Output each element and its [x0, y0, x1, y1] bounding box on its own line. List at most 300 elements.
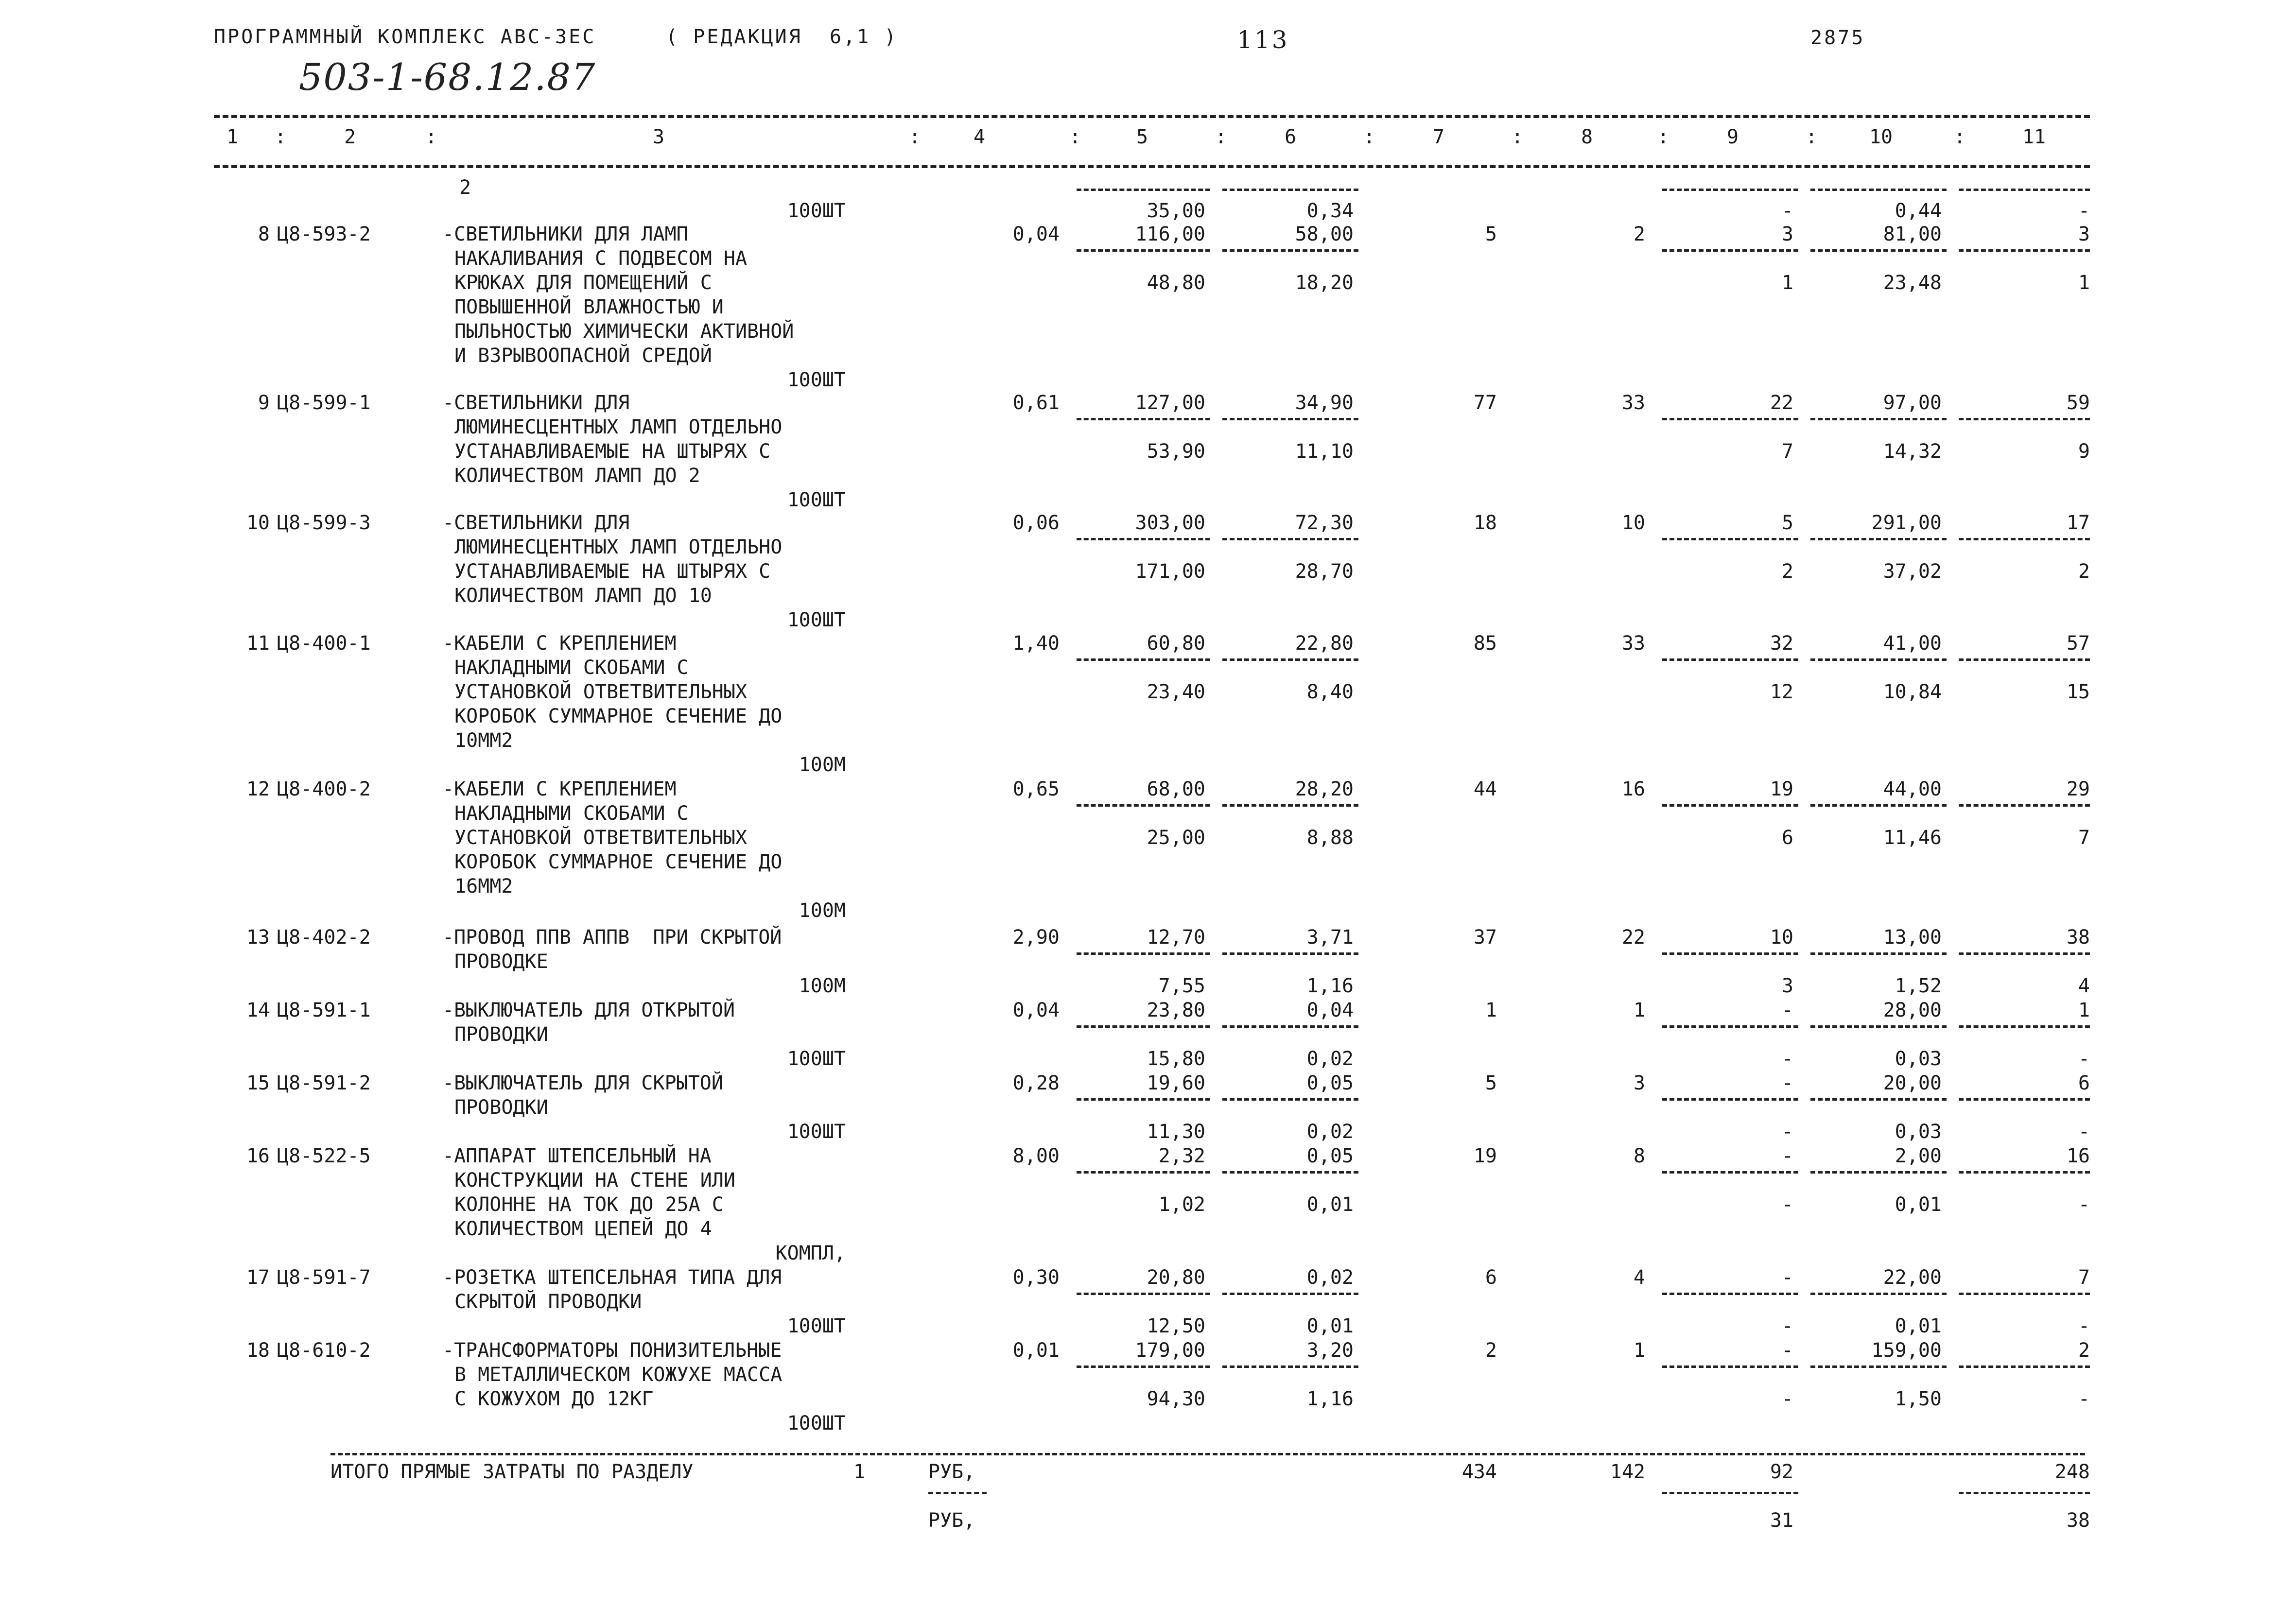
price-code: Ц8-599-1 — [277, 392, 371, 414]
cell-col5: 12,70 — [1147, 926, 1205, 949]
cell-col5: 23,80 — [1147, 999, 1205, 1021]
cell-col10: 28,00 — [1883, 999, 1942, 1021]
cell-col8: 22 — [1621, 926, 1645, 949]
cell-col10: 81,00 — [1883, 223, 1942, 245]
price-code: Ц8-591-2 — [277, 1072, 371, 1094]
work-description-line: В МЕТАЛЛИЧЕСКОМ КОЖУХЕ МАССА — [454, 1364, 783, 1386]
cell-col5: 127,00 — [1135, 392, 1205, 414]
cell-col11: 6 — [2078, 1072, 2090, 1094]
work-description-line: НАКАЛИВАНИЯ С ПОДВЕСОМ НА — [454, 247, 748, 270]
work-description-line: КОЛИЧЕСТВОМ ЛАМП ДО 2 — [454, 465, 700, 487]
cell-divider-rule — [1810, 418, 1947, 420]
cell-divider-rule — [1959, 1025, 2090, 1028]
work-description-line: СКРЫТОЙ ПРОВОДКИ — [454, 1291, 642, 1313]
column-separator: : — [1363, 126, 1375, 148]
cell-divider-rule — [1810, 804, 1947, 807]
cell-col9: 10 — [1770, 926, 1793, 949]
cell-col5-lower: 48,80 — [1147, 272, 1205, 294]
cell-divider-rule — [1222, 418, 1358, 420]
cell-col4-quantity: 0,30 — [1012, 1266, 1060, 1289]
cell-divider-rule — [1959, 1293, 2090, 1295]
cell-divider-rule — [1662, 1293, 1798, 1295]
cell-col8: 1 — [1633, 1339, 1645, 1362]
cell-col4-quantity: 8,00 — [1012, 1145, 1060, 1167]
column-separator: : — [1069, 126, 1081, 148]
cell-col6: 0,04 — [1306, 999, 1354, 1021]
cell-col5: 68,00 — [1147, 778, 1205, 800]
cell-col5-lower: 1,02 — [1158, 1193, 1205, 1216]
work-description-line: -РОЗЕТКА ШТЕПСЕЛЬНАЯ ТИПА ДЛЯ — [442, 1266, 782, 1289]
cell-col9-lower: - — [1781, 1048, 1793, 1070]
cell-col6: 34,90 — [1295, 392, 1354, 414]
unit-of-measure: КОМПЛ, — [775, 1242, 846, 1264]
cell-col11: 29 — [2066, 778, 2090, 800]
row-number: 15 — [246, 1072, 270, 1094]
work-description-line: 10ММ2 — [454, 729, 513, 752]
work-description-line: -ПРОВОД ППВ АППВ ПРИ СКРЫТОЙ — [442, 926, 782, 949]
cell-col10: 13,00 — [1883, 926, 1942, 949]
cell-col9: 32 — [1770, 632, 1793, 655]
cell-col11: 59 — [2066, 392, 2090, 414]
column-separator: : — [909, 126, 921, 148]
cell-col7: 5 — [1485, 223, 1497, 245]
cell-divider-rule — [1959, 804, 2090, 807]
unit-of-measure: 100ШТ — [787, 1412, 846, 1434]
cell-divider-rule — [1222, 1025, 1358, 1028]
cell-col11: 1 — [2078, 999, 2090, 1021]
work-description-line: -КАБЕЛИ С КРЕПЛЕНИЕМ — [442, 632, 677, 655]
work-description-line: 16ММ2 — [454, 875, 513, 898]
cell-divider-rule — [1662, 418, 1798, 420]
work-description-line: КОРОБОК СУММАРНОЕ СЕЧЕНИЕ ДО — [454, 851, 783, 873]
cell-divider-rule — [1077, 952, 1210, 955]
cell-col10: 159,00 — [1871, 1339, 1942, 1362]
cell-col11-lower: - — [2078, 200, 2090, 222]
cell-col4-quantity: 0,61 — [1012, 392, 1060, 414]
totals-col8: 142 — [1610, 1461, 1645, 1483]
cell-divider-rule — [1959, 658, 2090, 661]
column-separator: : — [1512, 126, 1524, 148]
cell-divider-rule — [1077, 538, 1210, 540]
cell-col9-lower: - — [1781, 1315, 1793, 1337]
totals-col11: 248 — [2054, 1461, 2090, 1483]
row-number: 18 — [246, 1339, 270, 1362]
cell-col5-lower: 11,30 — [1147, 1121, 1205, 1143]
cell-col5: 19,60 — [1147, 1072, 1205, 1094]
totals-section-number: 1 — [853, 1461, 865, 1483]
work-description-line: ПРОВОДКЕ — [454, 950, 548, 973]
cell-col7: 19 — [1473, 1145, 1497, 1167]
cell-col7: 44 — [1473, 778, 1497, 800]
work-description-line: -СВЕТИЛЬНИКИ ДЛЯ ЛАМП — [442, 223, 688, 245]
work-description-line: УСТАНОВКОЙ ОТВЕТВИТЕЛЬНЫХ — [454, 681, 748, 703]
column-header-1: 1 — [226, 126, 239, 148]
cell-col9-lower: - — [1781, 1193, 1793, 1216]
cell-divider-rule — [1959, 1171, 2090, 1174]
cell-col10: 41,00 — [1883, 632, 1942, 655]
cell-divider-rule — [1662, 1098, 1798, 1101]
price-code: Ц8-402-2 — [277, 926, 371, 949]
cell-divider-rule — [1222, 249, 1358, 252]
cell-col9: 22 — [1770, 392, 1793, 414]
cell-divider-rule — [1810, 1098, 1947, 1101]
cell-col9-lower: 3 — [1781, 975, 1793, 997]
column-separator: : — [275, 126, 287, 148]
cell-col5-lower: 94,30 — [1147, 1388, 1205, 1410]
cell-divider-rule — [1810, 1365, 1947, 1368]
cell-divider-rule — [1662, 1365, 1798, 1368]
cell-col11-lower: 4 — [2078, 975, 2090, 997]
row-number: 9 — [258, 392, 270, 414]
cell-col9-lower: 7 — [1781, 440, 1793, 463]
cell-col6: 0,02 — [1306, 1266, 1354, 1289]
edition: ( РЕДАКЦИЯ 6,1 ) — [666, 26, 898, 48]
document-number: 2875 — [1810, 27, 1865, 49]
cell-col6: 58,00 — [1295, 223, 1354, 245]
column-header-2: 2 — [344, 126, 356, 148]
cell-col9: 5 — [1781, 512, 1793, 534]
cell-col11-lower: - — [2078, 1315, 2090, 1337]
cell-col9: 3 — [1781, 223, 1793, 245]
row-number: 12 — [246, 778, 270, 800]
work-description-line: -КАБЕЛИ С КРЕПЛЕНИЕМ — [442, 778, 677, 800]
cell-col6-lower: 11,10 — [1295, 440, 1354, 463]
cell-divider-rule — [1810, 952, 1947, 955]
column-separator: : — [1954, 126, 1966, 148]
page-number: 113 — [1237, 26, 1289, 54]
cell-col4-quantity: 0,28 — [1012, 1072, 1060, 1094]
work-description-line: ЛЮМИНЕСЦЕНТНЫХ ЛАМП ОТДЕЛЬНО — [454, 536, 783, 558]
cell-col5-lower: 12,50 — [1147, 1315, 1205, 1337]
totals-label: ИТОГО ПРЯМЫЕ ЗАТРАТЫ ПО РАЗДЕЛУ — [330, 1461, 694, 1483]
work-description-line: УСТАНОВКОЙ ОТВЕТВИТЕЛЬНЫХ — [454, 827, 748, 849]
cell-col5: 303,00 — [1135, 512, 1205, 534]
totals-col11-lower: 38 — [2066, 1509, 2090, 1532]
cell-col9: - — [1781, 1339, 1793, 1362]
column-separator: : — [425, 126, 437, 148]
work-description-line: КОНСТРУКЦИИ НА СТЕНЕ ИЛИ — [454, 1169, 735, 1192]
cell-col6-lower: 18,20 — [1295, 272, 1354, 294]
cell-col11-lower: - — [2078, 1388, 2090, 1410]
cell-divider-rule — [1077, 658, 1210, 661]
row-number: 10 — [246, 512, 270, 534]
cell-col6: 0,05 — [1306, 1145, 1354, 1167]
column-header-8: 8 — [1581, 126, 1593, 148]
cell-col4-quantity: 0,01 — [1012, 1339, 1060, 1362]
column-header-9: 9 — [1726, 126, 1739, 148]
cell-divider-rule — [1959, 249, 2090, 252]
totals-col9: 92 — [1770, 1461, 1793, 1483]
cell-col4-quantity: 0,65 — [1012, 778, 1060, 800]
work-description-line: -ВЫКЛЮЧАТЕЛЬ ДЛЯ СКРЫТОЙ — [442, 1072, 723, 1094]
cell-col10-lower: 1,52 — [1895, 975, 1942, 997]
cell-divider-rule — [1959, 189, 2090, 191]
cell-col9-lower: - — [1781, 1121, 1793, 1143]
cell-col7: 77 — [1473, 392, 1497, 414]
cell-col7: 2 — [1485, 1339, 1497, 1362]
cell-col10: 20,00 — [1883, 1072, 1942, 1094]
cell-col4-quantity: 1,40 — [1012, 632, 1060, 655]
cell-col10-lower: 0,01 — [1895, 1193, 1942, 1216]
cell-divider-rule — [1810, 1293, 1947, 1295]
cell-col6: 3,71 — [1306, 926, 1354, 949]
cell-col11: 2 — [2078, 1339, 2090, 1362]
cell-col9-lower: 1 — [1781, 272, 1793, 294]
cell-col6-lower: 0,02 — [1306, 1121, 1354, 1143]
cell-divider-rule — [1810, 1171, 1947, 1174]
cell-col10-lower: 10,84 — [1883, 681, 1942, 703]
row-number: 14 — [246, 999, 270, 1021]
cell-col7: 5 — [1485, 1072, 1497, 1094]
cell-divider-rule — [1077, 1025, 1210, 1028]
cell-col7: 6 — [1485, 1266, 1497, 1289]
cell-col8: 3 — [1633, 1072, 1645, 1094]
cell-divider-rule — [1222, 952, 1358, 955]
work-description-line: КОЛИЧЕСТВОМ ЛАМП ДО 10 — [454, 585, 712, 607]
work-description-line: -АППАРАТ ШТЕПСЕЛЬНЫЙ НА — [442, 1145, 712, 1167]
column-header-4: 4 — [973, 126, 986, 148]
cell-col8: 4 — [1633, 1266, 1645, 1289]
column-header-5: 5 — [1136, 126, 1148, 148]
cell-col11-lower: - — [2078, 1193, 2090, 1216]
totals-col9-lower: 31 — [1770, 1509, 1793, 1532]
cell-col11: 16 — [2066, 1145, 2090, 1167]
cell-col10-lower: 0,44 — [1895, 200, 1942, 222]
cell-col5-lower: 7,55 — [1158, 975, 1205, 997]
cell-col6-lower: 0,02 — [1306, 1048, 1354, 1070]
cell-col11: 57 — [2066, 632, 2090, 655]
cell-divider-rule — [1810, 658, 1947, 661]
cell-col11-lower: 9 — [2078, 440, 2090, 463]
price-code: Ц8-591-1 — [277, 999, 371, 1021]
cell-col8: 1 — [1633, 999, 1645, 1021]
cell-divider-rule — [1077, 1098, 1210, 1101]
cell-col5: 2,32 — [1158, 1145, 1205, 1167]
cell-col4-quantity: 0,06 — [1012, 512, 1060, 534]
cell-divider-rule — [1077, 1365, 1210, 1368]
row-number: 11 — [246, 632, 270, 655]
header-bottom-rule — [214, 165, 2090, 168]
cell-col10-lower: 37,02 — [1883, 560, 1942, 583]
column-separator: : — [1657, 126, 1670, 148]
cell-col10: 291,00 — [1871, 512, 1942, 534]
work-description-line: КРЮКАХ ДЛЯ ПОМЕЩЕНИЙ С — [454, 272, 712, 294]
cell-col11-lower: 2 — [2078, 560, 2090, 583]
cell-col6: 3,20 — [1306, 1339, 1354, 1362]
cell-col9: - — [1781, 999, 1793, 1021]
cell-col10: 2,00 — [1895, 1145, 1942, 1167]
cell-col6: 28,20 — [1295, 778, 1354, 800]
cell-col5-lower: 15,80 — [1147, 1048, 1205, 1070]
cell-col5-lower: 171,00 — [1135, 560, 1205, 583]
cell-col5: 179,00 — [1135, 1339, 1205, 1362]
price-code: Ц8-400-1 — [277, 632, 371, 655]
cell-col7: 18 — [1473, 512, 1497, 534]
cell-col11: 17 — [2066, 512, 2090, 534]
totals-top-rule — [330, 1453, 2085, 1455]
cell-col10: 22,00 — [1883, 1266, 1942, 1289]
cell-divider-rule — [1662, 538, 1798, 540]
column-header-7: 7 — [1432, 126, 1445, 148]
cell-col9: - — [1781, 1072, 1793, 1094]
cell-col5-lower: 35,00 — [1147, 200, 1205, 222]
price-code: Ц8-400-2 — [277, 778, 371, 800]
cell-col7: 1 — [1485, 999, 1497, 1021]
cell-col11-lower: - — [2078, 1048, 2090, 1070]
column-separator: : — [1806, 126, 1818, 148]
cell-divider-rule — [1662, 658, 1798, 661]
cell-col8: 33 — [1621, 392, 1645, 414]
cell-divider-rule — [1077, 418, 1210, 420]
price-code: Ц8-610-2 — [277, 1339, 371, 1362]
cell-col10-lower: 0,01 — [1895, 1315, 1942, 1337]
fragment-text: 2 — [459, 176, 471, 199]
column-header-3: 3 — [652, 126, 665, 148]
unit-of-measure: 100М — [799, 754, 846, 776]
work-description-line: УСТАНАВЛИВАЕМЫЕ НА ШТЫРЯХ С — [454, 560, 771, 583]
cell-col11-lower: - — [2078, 1121, 2090, 1143]
cell-col6: 22,80 — [1295, 632, 1354, 655]
totals-col9-rule — [1662, 1492, 1798, 1494]
unit-of-measure: 100М — [799, 899, 846, 922]
work-description-line: С КОЖУХОМ ДО 12КГ — [454, 1388, 654, 1410]
cell-divider-rule — [1959, 1098, 2090, 1101]
cell-col6-lower: 1,16 — [1306, 975, 1354, 997]
work-description-line: -СВЕТИЛЬНИКИ ДЛЯ — [442, 392, 630, 414]
cell-col10-lower: 0,03 — [1895, 1048, 1942, 1070]
unit-of-measure: 100М — [799, 975, 846, 997]
cell-col9: 19 — [1770, 778, 1793, 800]
column-header-6: 6 — [1284, 126, 1297, 148]
cell-col5-lower: 23,40 — [1147, 681, 1205, 703]
cell-divider-rule — [1662, 249, 1798, 252]
cell-divider-rule — [1662, 804, 1798, 807]
row-number: 17 — [246, 1266, 270, 1289]
cell-col5-lower: 53,90 — [1147, 440, 1205, 463]
cell-divider-rule — [1810, 538, 1947, 540]
cell-col11: 7 — [2078, 1266, 2090, 1289]
cell-col10: 97,00 — [1883, 392, 1942, 414]
work-description-line: ПРОВОДКИ — [454, 1023, 548, 1046]
cell-col5: 60,80 — [1147, 632, 1205, 655]
cell-divider-rule — [1222, 538, 1358, 540]
cell-divider-rule — [1662, 952, 1798, 955]
cell-divider-rule — [1959, 952, 2090, 955]
cell-divider-rule — [1222, 1171, 1358, 1174]
cell-col11: 3 — [2078, 223, 2090, 245]
cell-divider-rule — [1959, 538, 2090, 540]
cell-divider-rule — [1959, 1365, 2090, 1368]
unit-of-measure: 100ШТ — [787, 1315, 846, 1337]
work-description-line: -СВЕТИЛЬНИКИ ДЛЯ — [442, 512, 630, 534]
cell-col7: 37 — [1473, 926, 1497, 949]
cell-divider-rule — [1222, 658, 1358, 661]
unit-of-measure: 100ШТ — [787, 369, 846, 391]
column-separator: : — [1215, 126, 1227, 148]
cell-col9-lower: 2 — [1781, 560, 1793, 583]
cell-col10-lower: 1,50 — [1895, 1388, 1942, 1410]
column-header-10: 10 — [1869, 126, 1893, 148]
cell-col8: 8 — [1633, 1145, 1645, 1167]
work-description-line: ПРОВОДКИ — [454, 1096, 548, 1119]
cell-col8: 33 — [1621, 632, 1645, 655]
cell-divider-rule — [1077, 1171, 1210, 1174]
work-description-line: И ВЗРЫВООПАСНОЙ СРЕДОЙ — [454, 345, 712, 367]
cell-col6: 72,30 — [1295, 512, 1354, 534]
totals-col11-rule — [1959, 1492, 2090, 1494]
cell-col9-lower: - — [1781, 200, 1793, 222]
cell-col10-lower: 23,48 — [1883, 272, 1942, 294]
cell-divider-rule — [1810, 249, 1947, 252]
cell-divider-rule — [1959, 418, 2090, 420]
cell-col6-lower: 8,88 — [1306, 827, 1354, 849]
column-header-11: 11 — [2022, 126, 2046, 148]
cell-col9-lower: - — [1781, 1388, 1793, 1410]
work-description-line: -ТРАНСФОРМАТОРЫ ПОНИЗИТЕЛЬНЫЕ — [442, 1339, 782, 1362]
cell-divider-rule — [1077, 1293, 1210, 1295]
cell-col5: 20,80 — [1147, 1266, 1205, 1289]
cell-divider-rule — [1662, 1025, 1798, 1028]
cell-col9-lower: 6 — [1781, 827, 1793, 849]
program-name: ПРОГРАММНЫЙ КОМПЛЕКС АВС-3ЕС — [214, 26, 596, 48]
totals-col7: 434 — [1461, 1461, 1497, 1483]
cell-col10-lower: 14,32 — [1883, 440, 1942, 463]
work-description-line: КОЛОННЕ НА ТОК ДО 25А С — [454, 1193, 724, 1216]
cell-col6-lower: 8,40 — [1306, 681, 1354, 703]
cell-col9: - — [1781, 1266, 1793, 1289]
cell-divider-rule — [1810, 1025, 1947, 1028]
cell-col6-lower: 0,01 — [1306, 1315, 1354, 1337]
cell-col8: 10 — [1621, 512, 1645, 534]
cell-col11-lower: 7 — [2078, 827, 2090, 849]
cell-col5-lower: 25,00 — [1147, 827, 1205, 849]
work-description-line: НАКЛАДНЫМИ СКОБАМИ С — [454, 657, 689, 679]
work-description-line: УСТАНАВЛИВАЕМЫЕ НА ШТЫРЯХ С — [454, 440, 771, 463]
cell-divider-rule — [1222, 804, 1358, 807]
cell-divider-rule — [1222, 1365, 1358, 1368]
cell-col9-lower: 12 — [1770, 681, 1793, 703]
row-number: 8 — [258, 223, 270, 245]
totals-currency-lower: РУБ, — [928, 1509, 975, 1532]
cell-col11: 38 — [2066, 926, 2090, 949]
unit-of-measure: 100ШТ — [787, 489, 846, 511]
cell-divider-rule — [1662, 1171, 1798, 1174]
cell-divider-rule — [1222, 1098, 1358, 1101]
row-number: 16 — [246, 1145, 270, 1167]
cell-col4-quantity: 2,90 — [1012, 926, 1060, 949]
price-code: Ц8-522-5 — [277, 1145, 371, 1167]
cell-col10-lower: 11,46 — [1883, 827, 1942, 849]
unit-of-measure: 100ШТ — [787, 1048, 846, 1070]
work-description-line: КОРОБОК СУММАРНОЕ СЕЧЕНИЕ ДО — [454, 705, 783, 727]
work-description-line: НАКЛАДНЫМИ СКОБАМИ С — [454, 802, 689, 825]
totals-currency: РУБ, — [928, 1461, 975, 1483]
work-description-line: -ВЫКЛЮЧАТЕЛЬ ДЛЯ ОТКРЫТОЙ — [442, 999, 735, 1021]
price-code: Ц8-591-7 — [277, 1266, 371, 1289]
cell-col9: - — [1781, 1145, 1793, 1167]
header-top-rule — [214, 115, 2090, 118]
cell-divider-rule — [1222, 1293, 1358, 1295]
cell-col11-lower: 15 — [2066, 681, 2090, 703]
cell-divider-rule — [1077, 249, 1210, 252]
cell-col6-lower: 0,01 — [1306, 1193, 1354, 1216]
cell-col8: 16 — [1621, 778, 1645, 800]
cell-col10-lower: 0,03 — [1895, 1121, 1942, 1143]
cell-col6-lower: 0,34 — [1306, 200, 1354, 222]
work-description-line: ЛЮМИНЕСЦЕНТНЫХ ЛАМП ОТДЕЛЬНО — [454, 416, 783, 438]
cell-divider-rule — [1222, 189, 1358, 191]
row-number: 13 — [246, 926, 270, 949]
